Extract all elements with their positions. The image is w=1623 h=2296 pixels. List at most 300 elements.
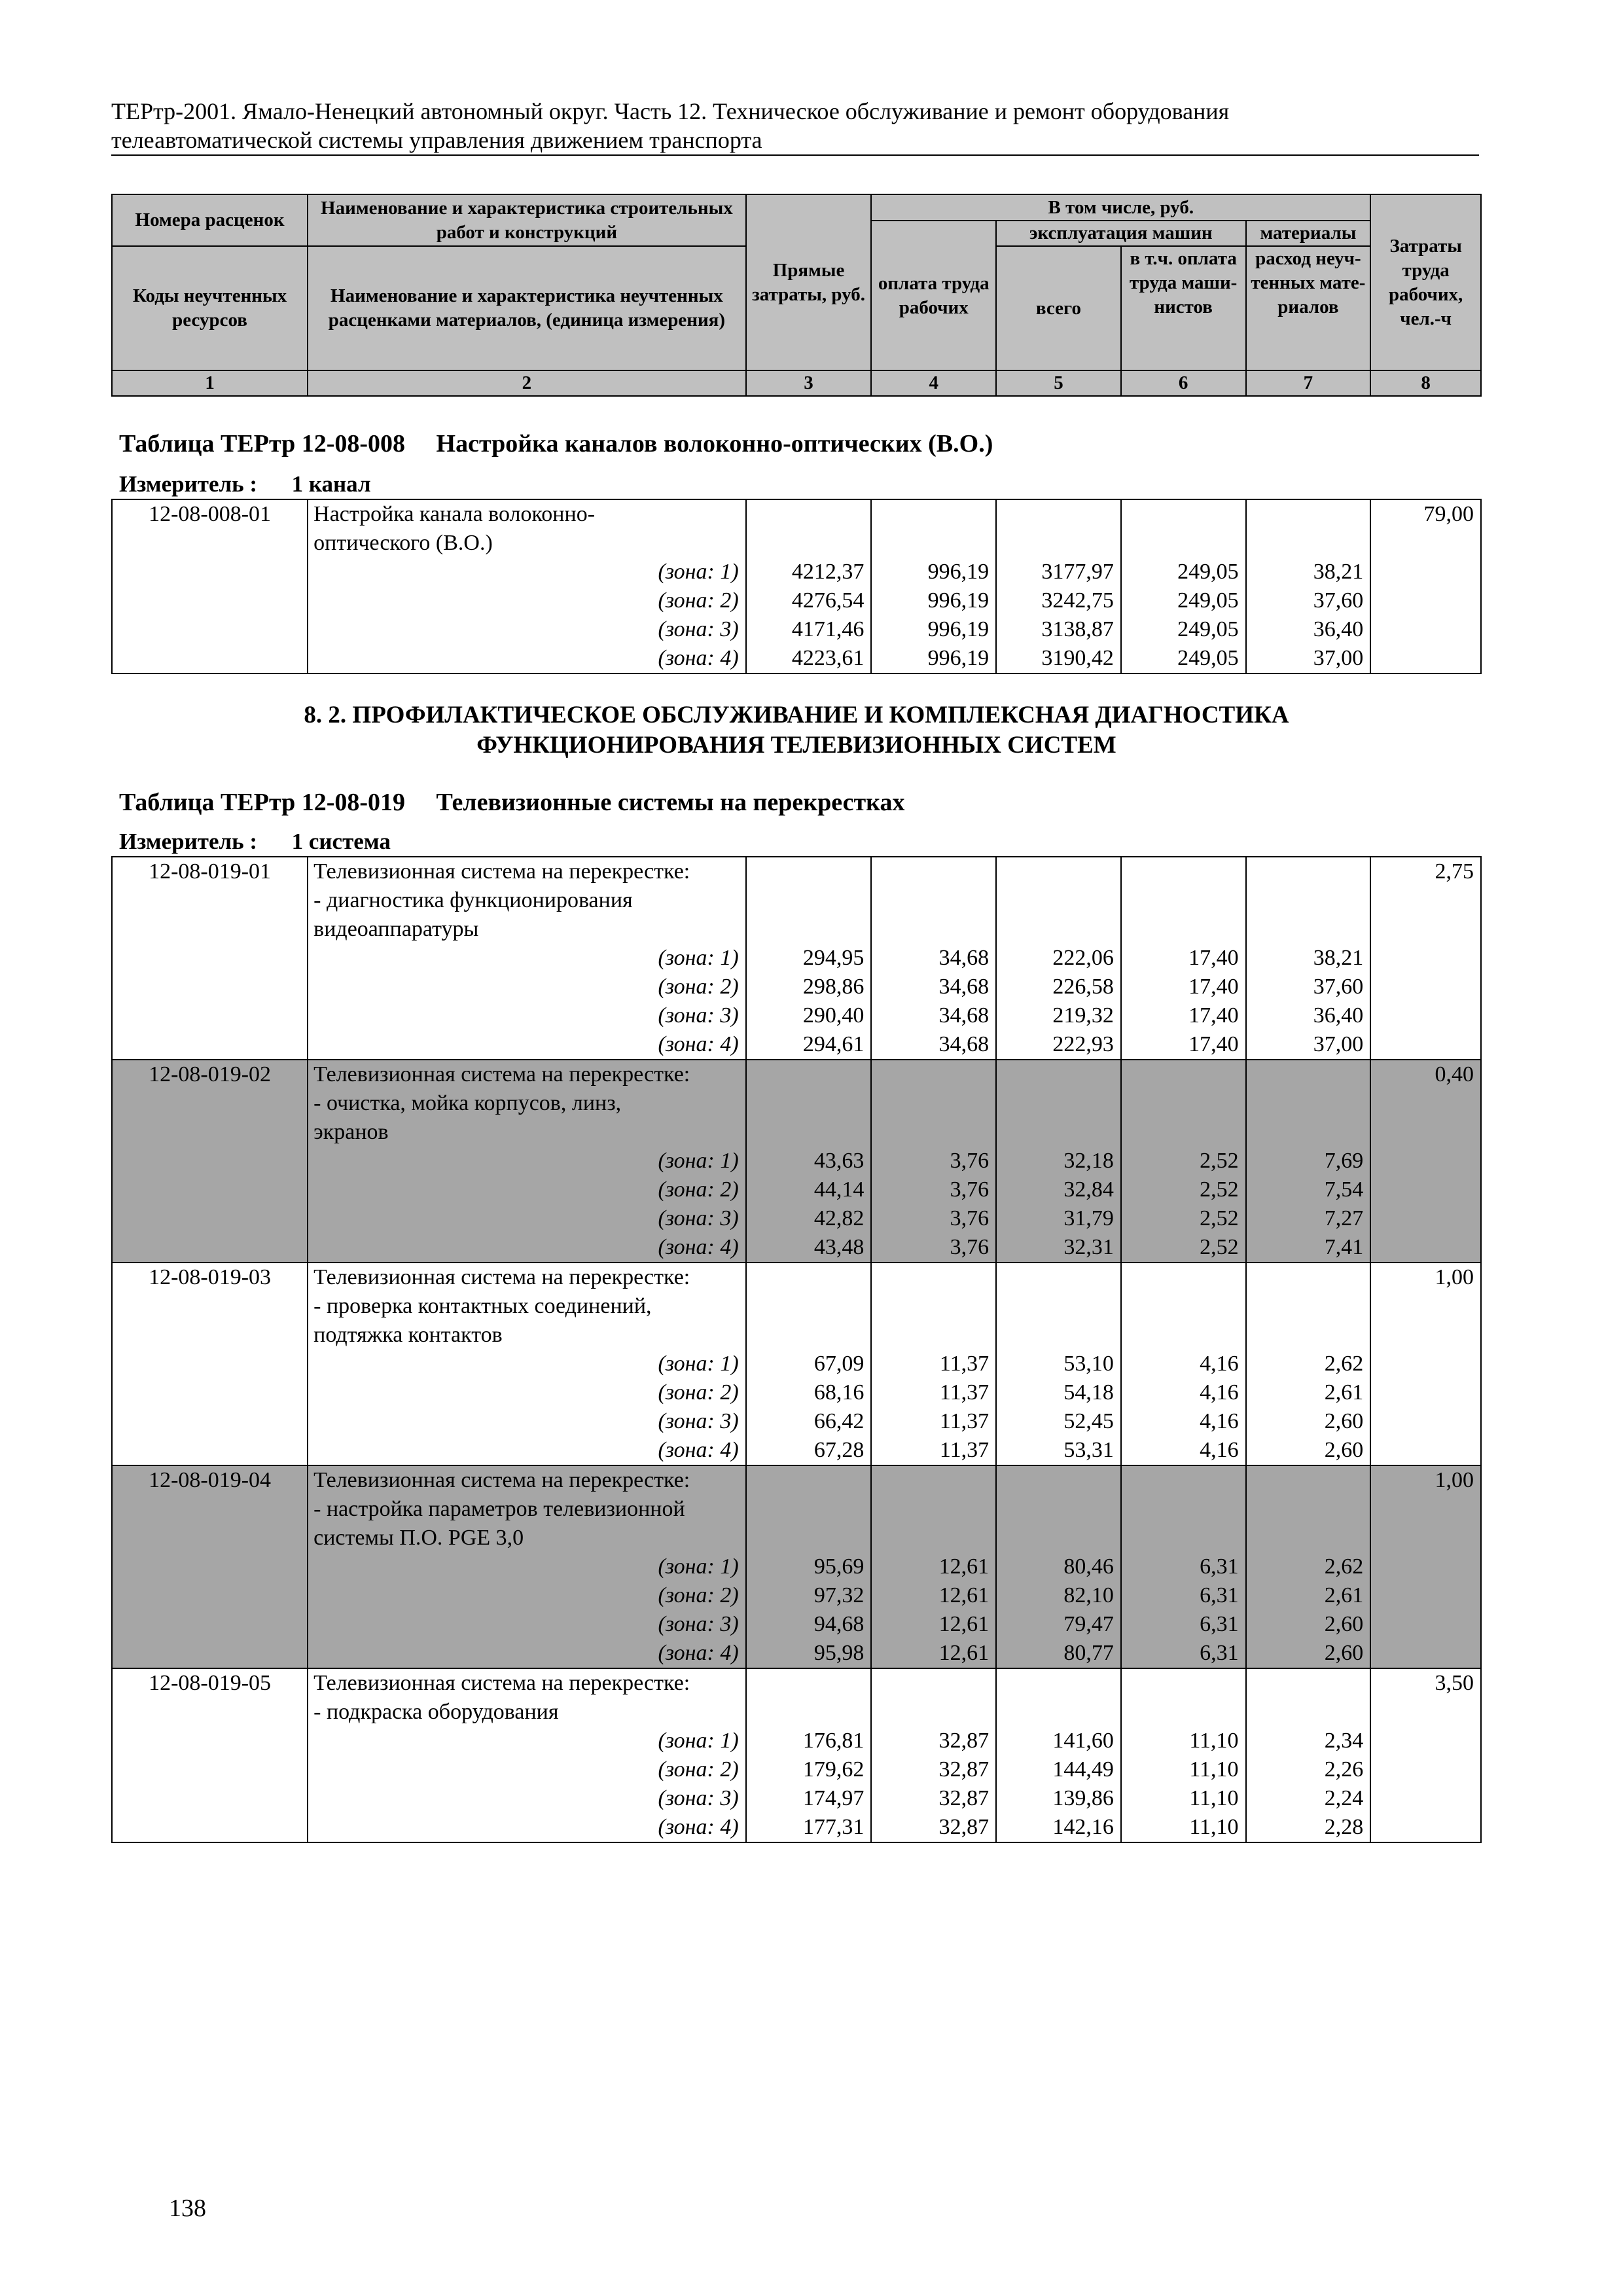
empty-cell [871, 1465, 996, 1495]
page-number: 138 [169, 2195, 206, 2222]
empty-cell [746, 886, 872, 915]
zone-row [112, 1813, 1481, 1842]
table-008-data [111, 499, 1482, 674]
zone-row [112, 615, 1481, 644]
empty-cell [1121, 1698, 1246, 1727]
machinist-pay-value: 17,40 [1121, 1001, 1246, 1030]
empty-cell [996, 1089, 1121, 1118]
rate-code: 12-08-008-01 [112, 499, 308, 529]
machinist-pay-value: 4,16 [1121, 1378, 1246, 1407]
empty-cell [1121, 1465, 1246, 1495]
table-019-body [112, 857, 1481, 1842]
header-line-2: телеавтоматической системы управления движением транспорта [111, 127, 762, 153]
empty-cell [996, 1465, 1121, 1495]
labor-pay-value: 34,68 [871, 1001, 996, 1030]
empty-cell [1121, 1524, 1246, 1552]
empty-cell [112, 1784, 308, 1813]
machinist-pay-value: 249,05 [1121, 644, 1246, 673]
material-value: 37,60 [1246, 973, 1371, 1001]
empty-cell [112, 1727, 308, 1755]
machine-total-value: 3177,97 [996, 558, 1121, 586]
empty-cell [112, 558, 308, 586]
empty-cell [1370, 615, 1481, 644]
empty-cell [1370, 1552, 1481, 1581]
empty-cell [996, 857, 1121, 886]
direct-cost-value: 294,61 [746, 1030, 872, 1060]
empty-cell [996, 529, 1121, 558]
empty-cell [871, 1089, 996, 1118]
zone-label: (зона: 1) [308, 1552, 746, 1581]
empty-cell [112, 1436, 308, 1465]
empty-cell [112, 1233, 308, 1263]
machinist-pay-value: 11,10 [1121, 1755, 1246, 1784]
machinist-pay-value: 6,31 [1121, 1610, 1246, 1639]
machine-total-value: 82,10 [996, 1581, 1121, 1610]
empty-cell [1246, 1668, 1371, 1698]
column-header-table [111, 194, 1482, 397]
empty-cell [1246, 1060, 1371, 1089]
zone-row [112, 1784, 1481, 1813]
empty-cell [1370, 644, 1481, 673]
material-value: 37,00 [1246, 1030, 1371, 1060]
work-name-line: видеоаппаратуры [308, 915, 746, 944]
header-material-consumption: расход неуч-тенных мате-риалов [1246, 246, 1371, 370]
material-value: 2,28 [1246, 1813, 1371, 1842]
direct-cost-value: 97,32 [746, 1581, 872, 1610]
machinist-pay-value: 6,31 [1121, 1581, 1246, 1610]
header-rate-numbers: Номера расценок [112, 194, 308, 246]
empty-cell [1370, 1175, 1481, 1204]
material-value: 2,60 [1246, 1610, 1371, 1639]
item-name-row [112, 915, 1481, 944]
empty-cell [1121, 1060, 1246, 1089]
empty-cell [1370, 1436, 1481, 1465]
empty-cell [1370, 1755, 1481, 1784]
item-name-row [112, 857, 1481, 886]
zone-row [112, 1378, 1481, 1407]
material-value: 36,40 [1246, 1001, 1371, 1030]
rate-code: 12-08-019-04 [112, 1465, 308, 1495]
material-value: 2,34 [1246, 1727, 1371, 1755]
header-material-name: Наименование и характеристика неучтенных расценками материалов, (единица измерения) [308, 246, 746, 370]
empty-cell [112, 1175, 308, 1204]
direct-cost-value: 66,42 [746, 1407, 872, 1436]
empty-cell [1370, 1089, 1481, 1118]
header-including: В том числе, руб. [871, 194, 1370, 221]
empty-cell [871, 1495, 996, 1524]
work-name-line: экранов [308, 1118, 746, 1147]
direct-cost-value: 94,68 [746, 1610, 872, 1639]
machine-total-value: 226,58 [996, 973, 1121, 1001]
direct-cost-value: 67,09 [746, 1350, 872, 1378]
table-008-name: Настройка каналов волоконно-оптических (В.О.) [436, 430, 993, 457]
empty-cell [1370, 1321, 1481, 1350]
zone-label: (зона: 4) [308, 1639, 746, 1668]
table-019-unit [119, 829, 391, 855]
empty-cell [746, 1698, 872, 1727]
unit-label: Измеритель : [119, 471, 258, 497]
labor-pay-value: 3,76 [871, 1175, 996, 1204]
machine-total-value: 141,60 [996, 1727, 1121, 1755]
labor-pay-value: 34,68 [871, 1030, 996, 1060]
zone-label: (зона: 2) [308, 1378, 746, 1407]
zone-row [112, 558, 1481, 586]
machine-total-value: 142,16 [996, 1813, 1121, 1842]
labor-pay-value: 34,68 [871, 973, 996, 1001]
material-value: 7,41 [1246, 1233, 1371, 1263]
zone-row [112, 1552, 1481, 1581]
empty-cell [746, 1263, 872, 1292]
header-col-number-2: 2 [308, 370, 746, 396]
work-name-line: Настройка канала волоконно- [308, 499, 746, 529]
empty-cell [1370, 1292, 1481, 1321]
item-name-row [112, 1263, 1481, 1292]
work-name-line: Телевизионная система на перекрестке: [308, 1465, 746, 1495]
work-name-line: Телевизионная система на перекрестке: [308, 1060, 746, 1089]
machinist-pay-value: 4,16 [1121, 1436, 1246, 1465]
zone-row [112, 1727, 1481, 1755]
header-col-number-8: 8 [1370, 370, 1481, 396]
item-name-row [112, 499, 1481, 529]
header-materials: материалы [1246, 221, 1371, 246]
empty-cell [112, 1524, 308, 1552]
empty-cell [1370, 1378, 1481, 1407]
machinist-pay-value: 2,52 [1121, 1233, 1246, 1263]
labor-pay-value: 32,87 [871, 1727, 996, 1755]
material-value: 7,27 [1246, 1204, 1371, 1233]
zone-row [112, 1001, 1481, 1030]
work-name-line: системы П.О. PGE 3,0 [308, 1524, 746, 1552]
machine-total-value: 80,46 [996, 1552, 1121, 1581]
machinist-pay-value: 6,31 [1121, 1552, 1246, 1581]
labor-cost-value: 79,00 [1370, 499, 1481, 529]
work-name-line: - диагностика функционирования [308, 886, 746, 915]
labor-pay-value: 996,19 [871, 615, 996, 644]
labor-pay-value: 12,61 [871, 1639, 996, 1668]
zone-label: (зона: 4) [308, 644, 746, 673]
empty-cell [1246, 857, 1371, 886]
empty-cell [112, 615, 308, 644]
material-value: 2,26 [1246, 1755, 1371, 1784]
empty-cell [871, 1292, 996, 1321]
direct-cost-value: 174,97 [746, 1784, 872, 1813]
item-name-row [112, 1465, 1481, 1495]
machinist-pay-value: 17,40 [1121, 973, 1246, 1001]
material-value: 2,24 [1246, 1784, 1371, 1813]
empty-cell [996, 1698, 1121, 1727]
machine-total-value: 3138,87 [996, 615, 1121, 644]
machine-total-value: 3190,42 [996, 644, 1121, 673]
empty-cell [1246, 1292, 1371, 1321]
labor-pay-value: 12,61 [871, 1610, 996, 1639]
empty-cell [1246, 1089, 1371, 1118]
zone-label: (зона: 2) [308, 1581, 746, 1610]
zone-label: (зона: 3) [308, 1610, 746, 1639]
empty-cell [996, 1118, 1121, 1147]
item-name-row [112, 1698, 1481, 1727]
rate-code: 12-08-019-02 [112, 1060, 308, 1089]
empty-cell [746, 1668, 872, 1698]
labor-pay-value: 996,19 [871, 644, 996, 673]
labor-pay-value: 11,37 [871, 1378, 996, 1407]
material-value: 2,60 [1246, 1436, 1371, 1465]
work-name-line: подтяжка контактов [308, 1321, 746, 1350]
empty-cell [996, 915, 1121, 944]
empty-cell [1121, 1263, 1246, 1292]
empty-cell [1370, 1698, 1481, 1727]
labor-pay-value: 12,61 [871, 1552, 996, 1581]
header-resource-codes: Коды неучтенных ресурсов [112, 246, 308, 370]
empty-cell [1370, 1001, 1481, 1030]
empty-cell [112, 1350, 308, 1378]
empty-cell [112, 1030, 308, 1060]
material-value: 2,60 [1246, 1407, 1371, 1436]
unit-label: Измеритель : [119, 829, 258, 854]
material-value: 36,40 [1246, 615, 1371, 644]
section-title-line-1: 8. 2. ПРОФИЛАКТИЧЕСКОЕ ОБСЛУЖИВАНИЕ И КОМПЛЕКСНАЯ ДИАГНОСТИКА [304, 702, 1289, 728]
zone-row [112, 1436, 1481, 1465]
direct-cost-value: 179,62 [746, 1755, 872, 1784]
section-title-line-2: ФУНКЦИОНИРОВАНИЯ ТЕЛЕВИЗИОННЫХ СИСТЕМ [476, 732, 1116, 759]
work-name-line: Телевизионная система на перекрестке: [308, 1668, 746, 1698]
zone-row [112, 1581, 1481, 1610]
empty-cell [746, 1118, 872, 1147]
direct-cost-value: 68,16 [746, 1378, 872, 1407]
machine-total-value: 139,86 [996, 1784, 1121, 1813]
empty-cell [1246, 1698, 1371, 1727]
material-value: 37,60 [1246, 586, 1371, 615]
work-name-line: - настройка параметров телевизионной [308, 1495, 746, 1524]
header-direct-costs: Прямые затраты, руб. [746, 194, 872, 370]
machine-total-value: 32,84 [996, 1175, 1121, 1204]
rate-code: 12-08-019-03 [112, 1263, 308, 1292]
material-value: 2,61 [1246, 1378, 1371, 1407]
empty-cell [746, 1292, 872, 1321]
empty-cell [112, 529, 308, 558]
empty-cell [996, 1292, 1121, 1321]
unit-value: 1 система [291, 829, 391, 854]
machine-total-value: 3242,75 [996, 586, 1121, 615]
empty-cell [1370, 1495, 1481, 1524]
empty-cell [112, 1321, 308, 1350]
direct-cost-value: 176,81 [746, 1727, 872, 1755]
empty-cell [1246, 1465, 1371, 1495]
labor-pay-value: 996,19 [871, 586, 996, 615]
item-name-row [112, 1292, 1481, 1321]
machinist-pay-value: 17,40 [1121, 1030, 1246, 1060]
table-008-title [119, 429, 993, 458]
empty-cell [112, 1407, 308, 1436]
empty-cell [112, 586, 308, 615]
zone-label: (зона: 4) [308, 1813, 746, 1842]
item-name-row [112, 886, 1481, 915]
labor-cost-value: 3,50 [1370, 1668, 1481, 1698]
empty-cell [746, 1089, 872, 1118]
direct-cost-value: 44,14 [746, 1175, 872, 1204]
empty-cell [1370, 558, 1481, 586]
zone-row [112, 1204, 1481, 1233]
empty-cell [1370, 973, 1481, 1001]
labor-pay-value: 32,87 [871, 1784, 996, 1813]
labor-cost-value: 1,00 [1370, 1263, 1481, 1292]
header-col-number-3: 3 [746, 370, 872, 396]
direct-cost-value: 4171,46 [746, 615, 872, 644]
empty-cell [871, 529, 996, 558]
empty-cell [1121, 1292, 1246, 1321]
zone-row [112, 1030, 1481, 1060]
work-name-line: Телевизионная система на перекрестке: [308, 1263, 746, 1292]
empty-cell [112, 1292, 308, 1321]
empty-cell [1370, 944, 1481, 973]
empty-cell [871, 1524, 996, 1552]
empty-cell [746, 857, 872, 886]
zone-label: (зона: 1) [308, 944, 746, 973]
empty-cell [746, 1465, 872, 1495]
material-value: 2,62 [1246, 1350, 1371, 1378]
empty-cell [996, 1495, 1121, 1524]
table-019-title [119, 788, 904, 817]
empty-cell [112, 973, 308, 1001]
empty-cell [112, 1581, 308, 1610]
empty-cell [996, 1263, 1121, 1292]
empty-cell [112, 1089, 308, 1118]
direct-cost-value: 298,86 [746, 973, 872, 1001]
material-value: 2,60 [1246, 1639, 1371, 1668]
machine-total-value: 222,93 [996, 1030, 1121, 1060]
direct-cost-value: 95,98 [746, 1639, 872, 1668]
empty-cell [1246, 1263, 1371, 1292]
machinist-pay-value: 4,16 [1121, 1407, 1246, 1436]
direct-cost-value: 4276,54 [746, 586, 872, 615]
empty-cell [112, 644, 308, 673]
table-019-code: Таблица ТЕРтр 12-08-019 [119, 789, 406, 816]
empty-cell [1246, 499, 1371, 529]
empty-cell [112, 1204, 308, 1233]
empty-cell [1370, 915, 1481, 944]
empty-cell [1121, 1089, 1246, 1118]
empty-cell [112, 1378, 308, 1407]
empty-cell [871, 1698, 996, 1727]
empty-cell [746, 529, 872, 558]
zone-row [112, 973, 1481, 1001]
machinist-pay-value: 249,05 [1121, 615, 1246, 644]
zone-row [112, 944, 1481, 973]
empty-cell [1370, 1407, 1481, 1436]
header-col-number-6: 6 [1121, 370, 1246, 396]
zone-row [112, 586, 1481, 615]
labor-pay-value: 32,87 [871, 1813, 996, 1842]
empty-cell [996, 1668, 1121, 1698]
machine-total-value: 32,18 [996, 1147, 1121, 1175]
machine-total-value: 31,79 [996, 1204, 1121, 1233]
empty-cell [871, 1668, 996, 1698]
empty-cell [112, 1639, 308, 1668]
labor-pay-value: 996,19 [871, 558, 996, 586]
zone-label: (зона: 1) [308, 1350, 746, 1378]
empty-cell [746, 1060, 872, 1089]
direct-cost-value: 4212,37 [746, 558, 872, 586]
empty-cell [1121, 886, 1246, 915]
zone-label: (зона: 2) [308, 1175, 746, 1204]
empty-cell [1370, 1118, 1481, 1147]
empty-cell [1121, 499, 1246, 529]
table-008-unit [119, 471, 371, 497]
zone-row [112, 1350, 1481, 1378]
empty-cell [112, 1610, 308, 1639]
header-col-number-1: 1 [112, 370, 308, 396]
item-name-row [112, 529, 1481, 558]
empty-cell [1246, 886, 1371, 915]
material-value: 7,69 [1246, 1147, 1371, 1175]
empty-cell [1121, 857, 1246, 886]
machine-total-value: 80,77 [996, 1639, 1121, 1668]
direct-cost-value: 290,40 [746, 1001, 872, 1030]
empty-cell [1246, 1524, 1371, 1552]
header-total: всего [996, 246, 1121, 370]
empty-cell [1121, 529, 1246, 558]
empty-cell [112, 1813, 308, 1842]
labor-pay-value: 11,37 [871, 1350, 996, 1378]
labor-pay-value: 3,76 [871, 1233, 996, 1263]
header-labor-costs: Затраты труда рабочих, чел.-ч [1370, 194, 1481, 370]
zone-row [112, 1175, 1481, 1204]
direct-cost-value: 42,82 [746, 1204, 872, 1233]
machinist-pay-value: 6,31 [1121, 1639, 1246, 1668]
header-labor-pay: оплата труда рабочих [871, 221, 996, 370]
material-value: 38,21 [1246, 558, 1371, 586]
empty-cell [746, 1524, 872, 1552]
empty-cell [871, 886, 996, 915]
empty-cell [996, 1524, 1121, 1552]
header-col-number-7: 7 [1246, 370, 1371, 396]
labor-pay-value: 11,37 [871, 1407, 996, 1436]
item-name-row [112, 1495, 1481, 1524]
empty-cell [1370, 886, 1481, 915]
empty-cell [1370, 1581, 1481, 1610]
zone-row [112, 1755, 1481, 1784]
empty-cell [996, 1321, 1121, 1350]
zone-label: (зона: 2) [308, 973, 746, 1001]
machinist-pay-value: 4,16 [1121, 1350, 1246, 1378]
machine-total-value: 52,45 [996, 1407, 1121, 1436]
zone-row [112, 644, 1481, 673]
material-value: 7,54 [1246, 1175, 1371, 1204]
material-value: 37,00 [1246, 644, 1371, 673]
zone-label: (зона: 3) [308, 1407, 746, 1436]
rate-code: 12-08-019-01 [112, 857, 308, 886]
zone-label: (зона: 4) [308, 1436, 746, 1465]
empty-cell [1370, 1204, 1481, 1233]
direct-cost-value: 4223,61 [746, 644, 872, 673]
header-col-number-4: 4 [871, 370, 996, 396]
zone-label: (зона: 2) [308, 586, 746, 615]
empty-cell [1370, 1784, 1481, 1813]
header-line-1: ТЕРтр-2001. Ямало-Ненецкий автономный округ. Часть 12. Техническое обслуживание и ремонт оборудования [111, 98, 1230, 124]
empty-cell [112, 1001, 308, 1030]
machinist-pay-value: 2,52 [1121, 1175, 1246, 1204]
machinist-pay-value: 11,10 [1121, 1727, 1246, 1755]
empty-cell [996, 886, 1121, 915]
empty-cell [1370, 1610, 1481, 1639]
direct-cost-value: 95,69 [746, 1552, 872, 1581]
empty-cell [1121, 915, 1246, 944]
empty-cell [1246, 1321, 1371, 1350]
item-name-row [112, 1118, 1481, 1147]
empty-cell [1370, 1524, 1481, 1552]
empty-cell [996, 1060, 1121, 1089]
machine-total-value: 222,06 [996, 944, 1121, 973]
work-name-line: Телевизионная система на перекрестке: [308, 857, 746, 886]
